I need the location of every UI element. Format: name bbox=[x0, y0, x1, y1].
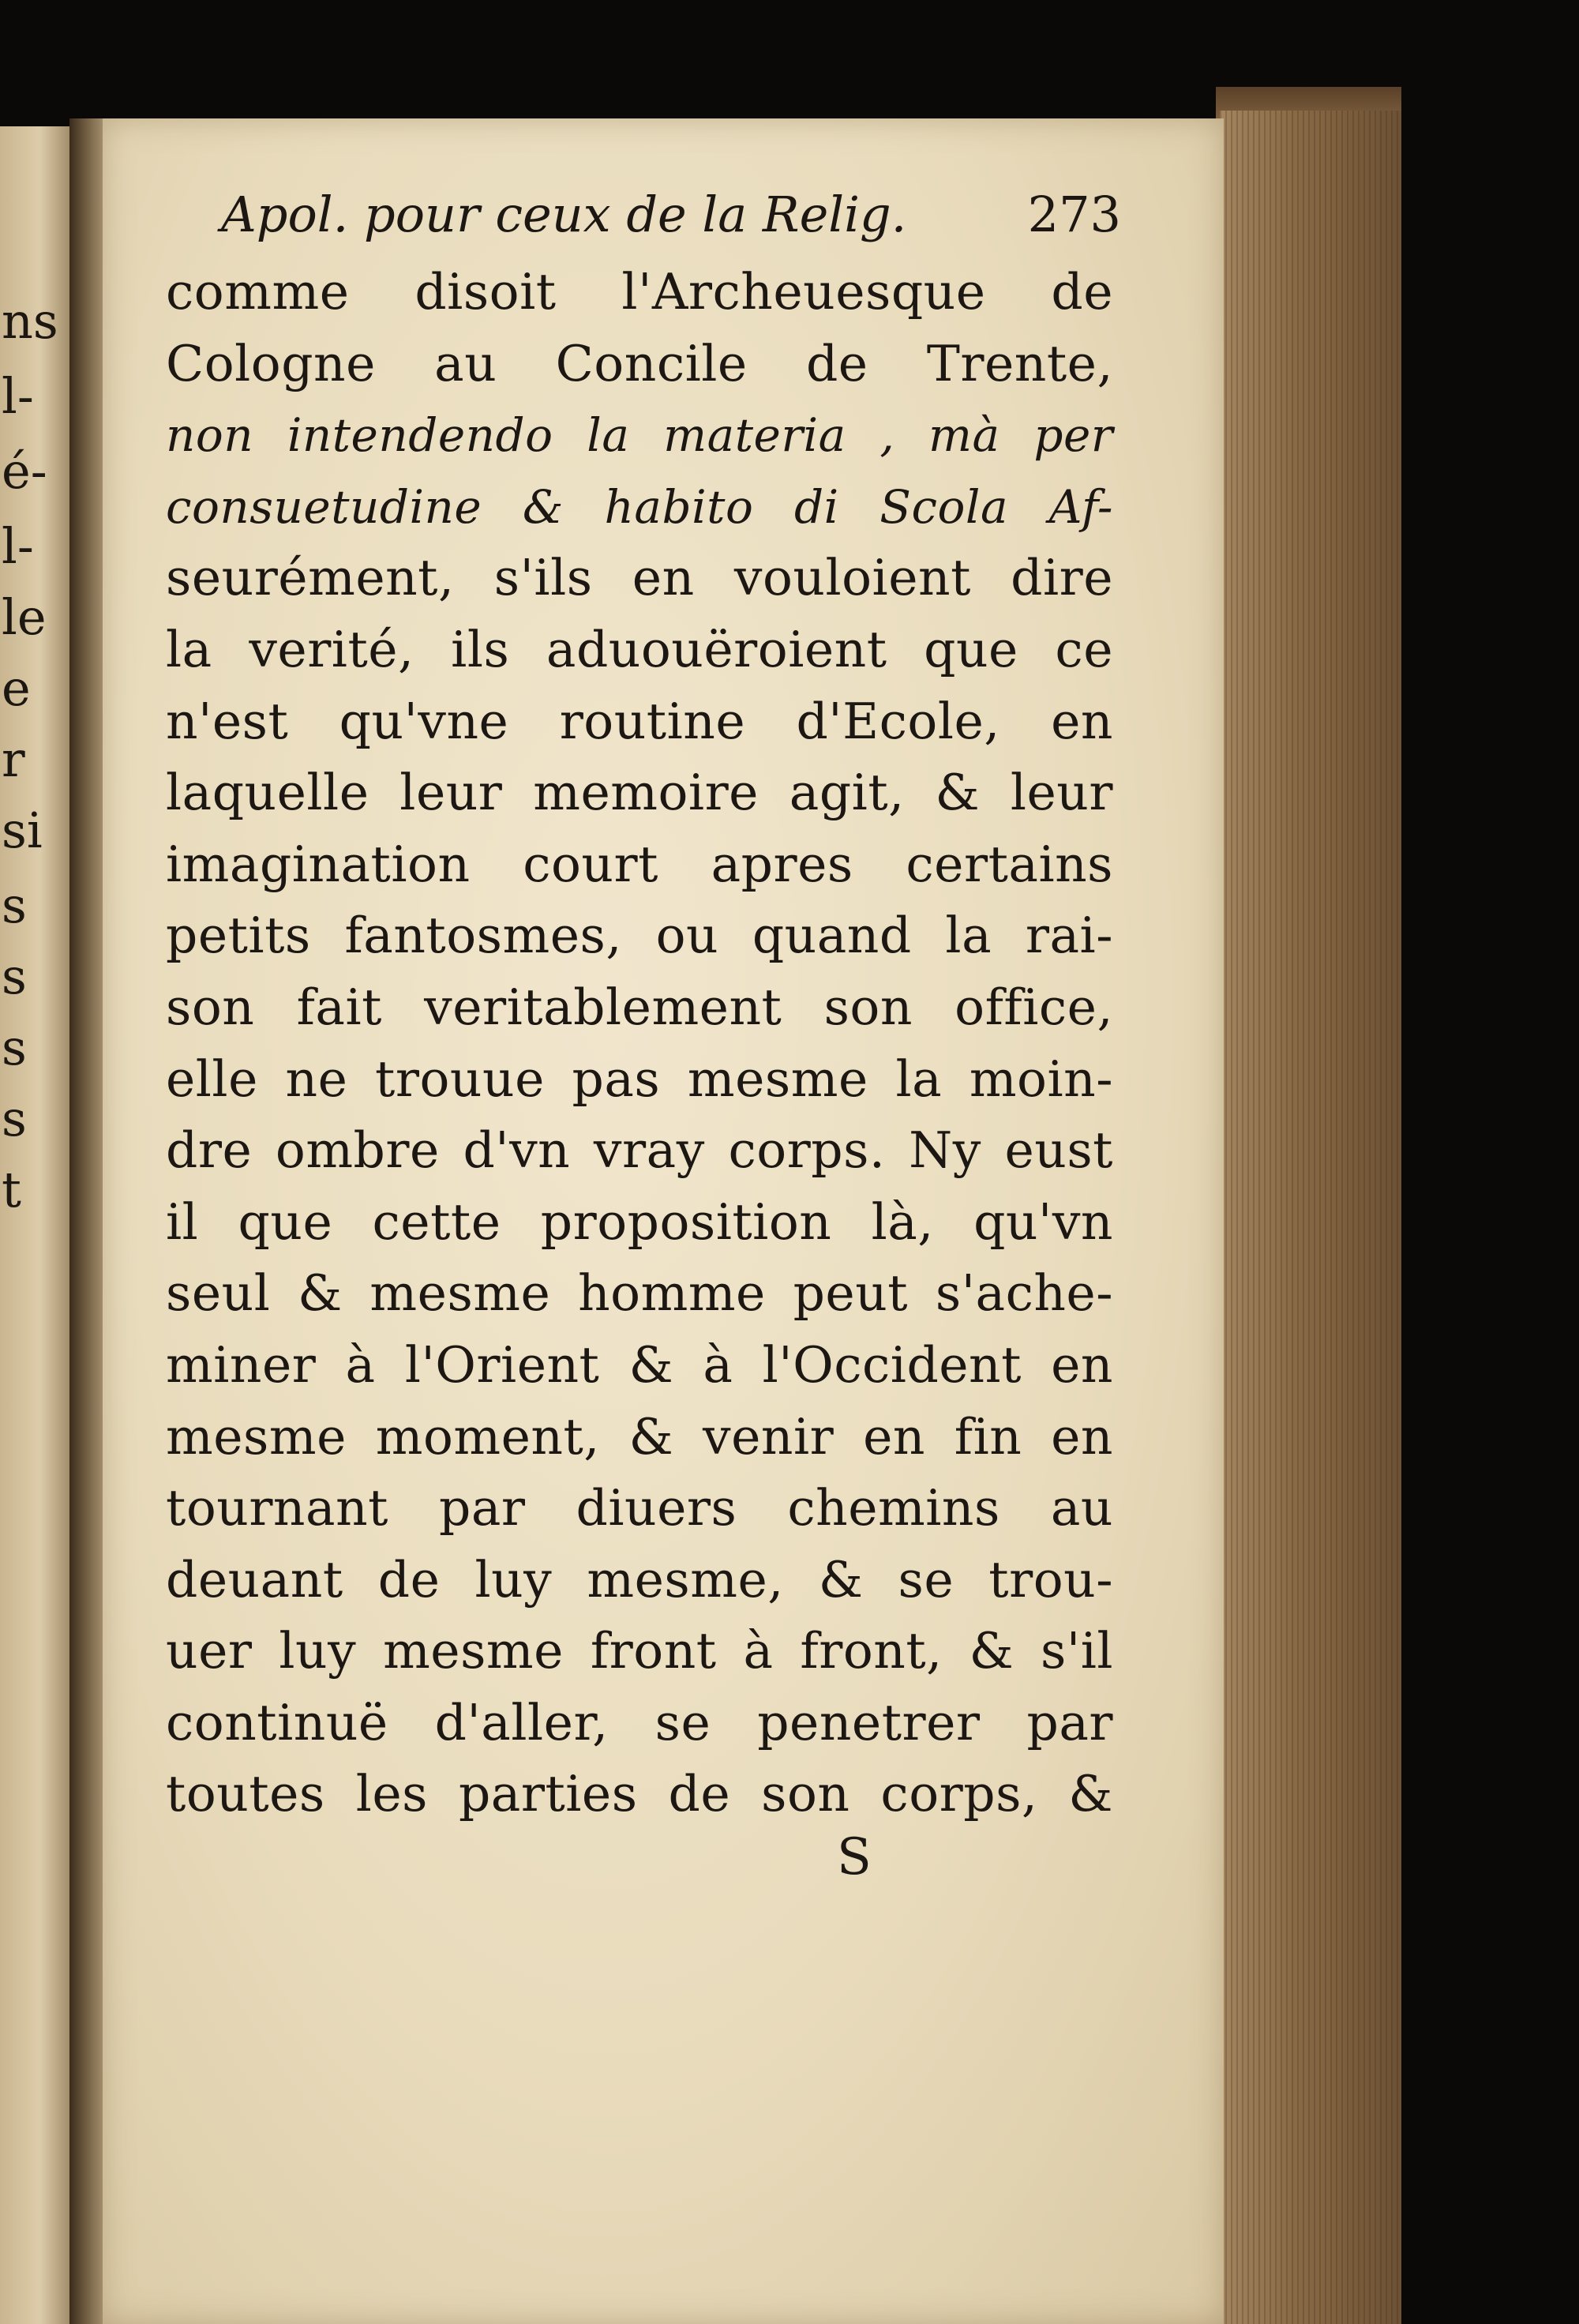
left-page-fragment: ns bbox=[2, 292, 58, 350]
text-line: seurément, s'ils en vouloient dire bbox=[166, 549, 1113, 607]
left-page-fragment: é- bbox=[2, 442, 47, 500]
text-line: son fait veritablement son office, bbox=[166, 978, 1113, 1036]
page-stack-fore-edge bbox=[1220, 111, 1401, 2324]
left-page-fragment: s bbox=[2, 877, 27, 934]
left-page-fragment: e bbox=[2, 659, 31, 717]
text-line: elle ne trouue pas mesme la moin- bbox=[166, 1049, 1113, 1108]
text-line: non intendendo la materia , mà per bbox=[166, 408, 1113, 463]
left-page-fragment: t bbox=[2, 1161, 21, 1218]
text-line: tournant par diuers chemins au bbox=[166, 1479, 1113, 1537]
page-number: 273 bbox=[1027, 186, 1121, 243]
text-line: uer luy mesme front à front, & s'il bbox=[166, 1622, 1113, 1680]
text-line: deuant de luy mesme, & se trou- bbox=[166, 1550, 1113, 1609]
text-line: comme disoit l'Archeuesque de bbox=[166, 263, 1113, 321]
header-line bbox=[166, 186, 1121, 257]
text-line: Cologne au Concile de Trente, bbox=[166, 334, 1113, 392]
text-line: n'est qu'vne routine d'Ecole, en bbox=[166, 692, 1113, 750]
signature-mark: S bbox=[837, 1828, 872, 1887]
text-line: il que cette proposition là, qu'vn bbox=[166, 1192, 1113, 1251]
left-page-fragment: s bbox=[2, 948, 27, 1005]
text-line: continuë d'aller, se penetrer par bbox=[166, 1693, 1113, 1751]
text-line: consuetudine & habito di Scola Af- bbox=[166, 479, 1113, 534]
text-block bbox=[166, 257, 1113, 1830]
page-body bbox=[166, 186, 1121, 1830]
left-page-text-fragments bbox=[0, 126, 73, 2324]
left-page-fragment: l- bbox=[2, 367, 34, 425]
left-page-fragment: le bbox=[2, 588, 47, 646]
text-line: dre ombre d'vn vray corps. Ny eust bbox=[166, 1121, 1113, 1180]
text-line: laquelle leur memoire agit, & leur bbox=[166, 764, 1113, 822]
left-page-fragment: l- bbox=[2, 517, 34, 575]
text-line: mesme moment, & venir en fin en bbox=[166, 1407, 1113, 1466]
text-line: toutes les parties de son corps, & bbox=[166, 1765, 1113, 1823]
left-page-fragment: r bbox=[2, 730, 25, 788]
text-line: la verité, ils aduouëroient que ce bbox=[166, 620, 1113, 678]
left-page-fragment: s bbox=[2, 1090, 27, 1147]
text-line: imagination court apres certains bbox=[166, 835, 1113, 893]
left-page-edge bbox=[0, 126, 73, 2324]
left-page-fragment: si bbox=[2, 802, 43, 859]
running-head: Apol. pour ceux de la Relig. bbox=[221, 186, 907, 243]
text-line: petits fantosmes, ou quand la rai- bbox=[166, 907, 1113, 965]
left-page-fragment: s bbox=[2, 1019, 27, 1076]
text-line: seul & mesme homme peut s'ache- bbox=[166, 1264, 1113, 1323]
text-line: miner à l'Orient & à l'Occident en bbox=[166, 1335, 1113, 1394]
